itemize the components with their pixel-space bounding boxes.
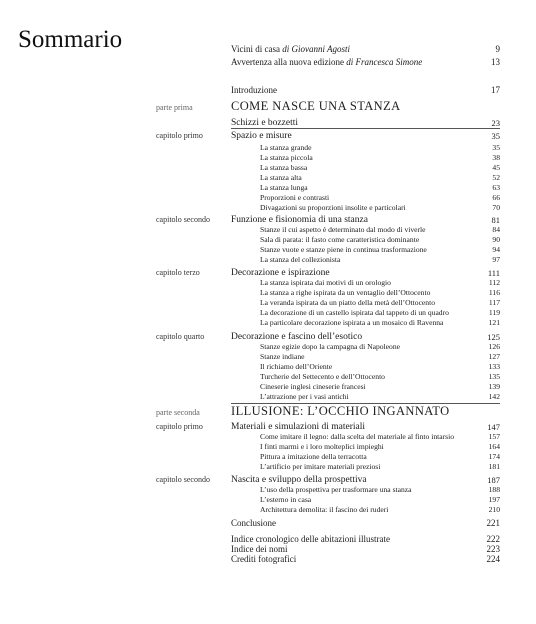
- entry-text: Cineserie inglesi cineserie francesi: [260, 382, 366, 391]
- entry-text: La decorazione di un castello ispirata dal tappeto di un quadro: [260, 308, 449, 317]
- toc-entry[interactable]: [0, 391, 536, 403]
- entry-text: L’esterno in casa: [260, 495, 312, 504]
- part-label: parte prima: [156, 103, 193, 112]
- section-title: [260, 461, 380, 473]
- page-number: 187: [487, 475, 500, 485]
- entry-text: ILLUSIONE: L’OCCHIO INGANNATO: [231, 404, 450, 418]
- entry-text: La stanza piccola: [260, 153, 313, 162]
- entry-title: [231, 84, 277, 96]
- entry-title: [231, 130, 292, 142]
- entry-text: La stanza lunga: [260, 183, 308, 192]
- page-number: 66: [492, 193, 500, 202]
- toc-entry[interactable]: [0, 317, 536, 329]
- page-number: 35: [492, 143, 500, 152]
- toc-entry[interactable]: [0, 202, 536, 214]
- page-number: 23: [491, 118, 500, 128]
- page-number: 157: [488, 432, 500, 441]
- page-number: 139: [488, 382, 500, 391]
- entry-text: La veranda ispirata da un piatto della metà dell’Ottocento: [260, 298, 436, 307]
- page-number: 116: [488, 288, 500, 297]
- page-number: 126: [488, 342, 500, 351]
- chapter-label: capitolo quarto: [156, 332, 205, 341]
- page-number: 174: [488, 452, 500, 461]
- page-number: 94: [492, 245, 500, 254]
- entry-title: [231, 56, 422, 68]
- page-number: 45: [492, 163, 500, 172]
- entry-text: Stanze il cui aspetto è determinato dal modo di viverle: [260, 225, 426, 234]
- chapter-label: capitolo terzo: [156, 268, 200, 277]
- entry-text: Schizzi e bozzetti: [231, 118, 298, 128]
- page-number: 224: [486, 554, 500, 564]
- entry-text: Stanze indiane: [260, 352, 305, 361]
- entry-text: Crediti fotografici: [231, 554, 297, 564]
- page-number: 84: [492, 225, 500, 234]
- entry-text: Decorazione e ispirazione: [231, 268, 330, 278]
- toc-entry[interactable]: [0, 553, 536, 565]
- entry-text: Indice cronologico delle abitazioni illustrate: [231, 534, 390, 544]
- page-number: 52: [492, 173, 500, 182]
- entry-text: La stanza bassa: [260, 163, 308, 172]
- section-title: [260, 317, 443, 329]
- chapter-label: capitolo secondo: [156, 215, 210, 224]
- toc-entry[interactable]: [0, 254, 536, 266]
- section-title: [260, 254, 340, 266]
- entry-text: Conclusione: [231, 518, 276, 528]
- entry-text: Spazio e misure: [231, 131, 292, 141]
- toc-entry[interactable]: [0, 517, 536, 529]
- section-title: [260, 504, 388, 516]
- entry-text: L’attrazione per i vasi antichi: [260, 392, 349, 401]
- entry-text: Avvertenza alla nuova edizione: [231, 57, 345, 67]
- page-number: 197: [488, 495, 500, 504]
- entry-text: Materiali e simulazioni di materiali: [231, 422, 366, 432]
- entry-author: di Giovanni Agosti: [282, 44, 351, 54]
- entry-text: La stanza a righe ispirata da un ventaglio dell’Ottocento: [260, 288, 431, 297]
- entry-text: Funzione e fisionomia di una stanza: [231, 215, 368, 225]
- page-number: 70: [492, 203, 500, 212]
- entry-title: [231, 553, 296, 565]
- page-number: 90: [492, 235, 500, 244]
- entry-text: Proporzioni e contrasti: [260, 193, 330, 202]
- toc-entry[interactable]: [0, 461, 536, 473]
- toc-entry[interactable]: [0, 130, 536, 142]
- section-title: [260, 391, 349, 403]
- entry-text: Il richiamo dell’Oriente: [260, 362, 333, 371]
- page-number: 188: [488, 485, 500, 494]
- entry-text: Come imitare il legno: dalla scelta del materiale al finto intarsio: [260, 432, 454, 441]
- page-number: 111: [487, 268, 500, 278]
- entry-text: La stanza ispirata dai motivi di un orologio: [260, 278, 391, 287]
- part-title: [231, 405, 450, 417]
- page-number: 147: [487, 422, 500, 432]
- toc-entry[interactable]: [0, 405, 536, 417]
- part-label: parte seconda: [156, 408, 200, 417]
- page-number: 81: [491, 215, 500, 225]
- page-number: 223: [486, 544, 500, 554]
- entry-text: La stanza del collezionista: [260, 255, 341, 264]
- toc-entry[interactable]: [0, 504, 536, 516]
- entry-text: Stanze vuote e stanze piene in continua trasformazione: [260, 245, 427, 254]
- page-number: 38: [492, 153, 500, 162]
- part-title: [231, 100, 401, 112]
- entry-text: COME NASCE UNA STANZA: [231, 99, 401, 113]
- entry-text: La stanza grande: [260, 143, 312, 152]
- chapter-label: capitolo primo: [156, 131, 203, 140]
- toc-entry[interactable]: [0, 43, 536, 55]
- entry-text: Stanze egizie dopo la campagna di Napoleone: [260, 342, 401, 351]
- toc-entry[interactable]: [0, 84, 536, 96]
- page-number: 221: [486, 518, 500, 528]
- page-number: 121: [488, 318, 500, 327]
- page-number: 13: [491, 57, 500, 67]
- page-number: 142: [488, 392, 500, 401]
- page-number: 135: [488, 372, 500, 381]
- chapter-label: capitolo primo: [156, 422, 203, 431]
- entry-text: Turcherie del Settecento e dell’Ottocento: [260, 372, 385, 381]
- page-number: 9: [495, 44, 500, 54]
- entry-title: [231, 43, 350, 55]
- page-number: 181: [488, 462, 500, 471]
- page-number: 127: [488, 352, 500, 361]
- page-number: 117: [488, 298, 500, 307]
- page-number: 63: [492, 183, 500, 192]
- chapter-label: capitolo secondo: [156, 475, 210, 484]
- page-number: 210: [488, 505, 500, 514]
- page-number: 125: [487, 332, 500, 342]
- entry-text: Divagazioni su proporzioni insolite e particolari: [260, 203, 406, 212]
- entry-text: L’artificio per imitare materiali preziosi: [260, 462, 381, 471]
- entry-author: di Francesca Simone: [346, 57, 423, 67]
- page-number: 112: [488, 278, 500, 287]
- page-number: 17: [491, 85, 500, 95]
- entry-text: Nascita e sviluppo della prospettiva: [231, 475, 367, 485]
- entry-text: L’uso della prospettiva per trasformare una stanza: [260, 485, 412, 494]
- toc-entry[interactable]: [0, 56, 536, 68]
- entry-text: I finti marmi e i loro molteplici impieghi: [260, 442, 384, 451]
- page-number: 119: [488, 308, 500, 317]
- section-rule: [231, 128, 500, 129]
- entry-text: La particolare decorazione ispirata a un mosaico di Ravenna: [260, 318, 444, 327]
- entry-text: Sala di parata: il fasto come caratteristica dominante: [260, 235, 420, 244]
- section-title: [260, 202, 406, 214]
- page-number: 222: [486, 534, 500, 544]
- entry-text: Introduzione: [231, 85, 277, 95]
- entry-title: [231, 517, 276, 529]
- page-title: Sommario: [18, 26, 123, 53]
- page-number: 35: [491, 131, 500, 141]
- entry-text: Indice dei nomi: [231, 544, 288, 554]
- entry-text: Vicini di casa: [231, 44, 280, 54]
- entry-text: La stanza alta: [260, 173, 302, 182]
- page-number: 97: [492, 255, 500, 264]
- entry-text: Pittura a imitazione della terracotta: [260, 452, 367, 461]
- entry-text: Decorazione e fascino dell’esotico: [231, 332, 363, 342]
- page-number: 164: [488, 442, 500, 451]
- entry-text: Architettura demolita: il fascino dei ruderi: [260, 505, 389, 514]
- page-number: 133: [488, 362, 500, 371]
- toc-entry[interactable]: [0, 100, 536, 112]
